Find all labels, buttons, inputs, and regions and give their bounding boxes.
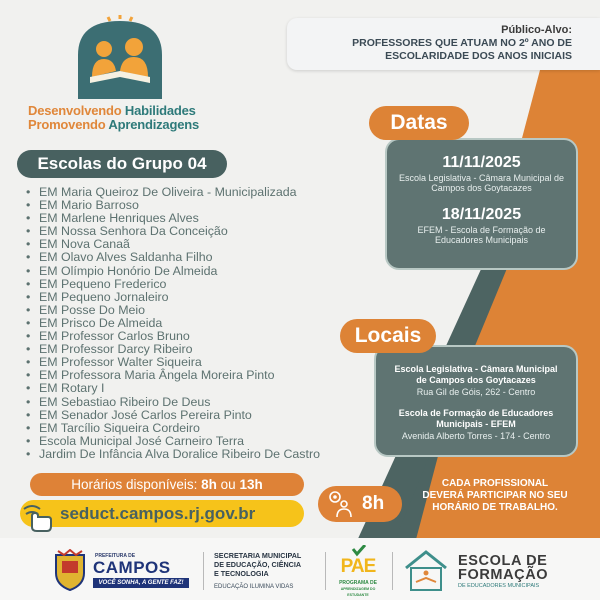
school-list-item: • EM Rotary I [26,382,320,395]
school-list-item: • Jardim De Infância Alva Doralice Ribeiro De Castro [26,448,320,461]
date-2-line-2: Educadores Municipais [434,235,529,245]
date-2: 18/11/2025 [441,206,522,223]
dates-box [385,138,578,270]
date-1-line-1: Escola Legislativa - Câmara Municipal de [398,173,565,183]
school-list-item: • EM Olímpio Honório De Almeida [26,265,320,278]
footer-divider [325,552,326,590]
educacao-caption: EDUCAÇÃO ILUMINA VIDAS [214,584,294,590]
date-1: 11/11/2025 [442,154,521,171]
place-2-name-1: Escola de Formação de Educadores [398,408,554,418]
audience-label: Público-Alvo: [501,24,572,36]
school-list-item: • EM Tarcílio Siqueira Cordeiro [26,422,320,435]
pae-wordmark: PAE [340,556,376,577]
date-2-line-1: EFEM - Escola de Formação de [417,225,546,235]
school-list-item: • EM Posse Do Meio [26,304,320,317]
hours-pill: Horários disponíveis: 8h ou 13h [30,473,304,496]
footer-divider [392,552,393,590]
place-1-name-2: de Campos dos Goytacazes [416,375,536,385]
place-1-address: Rua Gil de Góis, 262 - Centro [416,387,536,397]
group-title: Escolas do Grupo 04 [17,150,227,178]
school-list-item: • EM Sebastiao Ribeiro De Deus [26,396,320,409]
school-list-item: • EM Professora Maria Ângela Moreira Pinto [26,369,320,382]
school-list-item: • EM Professor Darcy Ribeiro [26,343,320,356]
date-1-line-2: Campos dos Goytacazes [431,183,532,193]
program-logo-icon [70,15,170,99]
campos-slogan: VOCÊ SONHA, A GENTE FAZ! [93,578,189,588]
place-2-address: Avenida Alberto Torres - 174 - Centro [401,431,551,441]
school-list-item: • EM Nossa Senhora Da Conceição [26,225,320,238]
school-list-item: • EM Maria Queiroz De Oliveira - Municipalizada [26,186,320,199]
school-list-item: • EM Professor Carlos Bruno [26,330,320,343]
prefeitura-label: PREFEITURA DE [95,553,136,559]
website-link[interactable]: seduct.campos.rj.gov.br [60,504,256,523]
educadores-caption: DE EDUCADORES MUNICIPAIS [458,583,540,589]
slogan-line-2: Promovendo Aprendizagens [28,117,199,132]
dates-title: Datas [369,106,469,140]
places-title: Locais [340,319,436,353]
school-list [26,186,320,461]
target-audience-box [287,18,600,70]
places-box [374,345,578,457]
school-list-item: • EM Pequeno Frederico [26,278,320,291]
secretaria-name: SECRETARIA MUNICIPAL DE EDUCAÇÃO, CIÊNCIA E TECNOLOGIA [214,551,302,578]
campos-wordmark: CAMPOS [93,558,171,577]
school-list-item: • EM Olavo Alves Saldanha Filho [26,251,320,264]
slogan-line-1: Desenvolvendo Habilidades [28,103,196,118]
campos-crest-icon [52,549,88,591]
school-house-icon [402,548,450,592]
escola-wordmark: ESCOLA DE [458,553,548,569]
school-list-item: • EM Senador José Carlos Pereira Pinto [26,409,320,422]
school-list-item: • EM Nova Canaã [26,238,320,251]
school-list-item: • EM Mario Barroso [26,199,320,212]
place-1-name-1: Escola Legislativa - Câmara Municipal [394,364,558,374]
school-list-item: • Escola Municipal José Carneiro Terra [26,435,320,448]
school-list-item: • EM Prisco De Almeida [26,317,320,330]
school-list-item: • EM Pequeno Jornaleiro [26,291,320,304]
workload-note: CADA PROFISSIONAL DEVERÁ PARTICIPAR NO SEU HORÁRIO DE TRABALHO. [422,478,568,513]
footer-divider [203,552,204,590]
audience-text: PROFESSORES QUE ATUAM NO 2º ANO DE ESCOLARIDADE DOS ANOS INICIAIS [352,37,572,62]
pae-caption: PROGRAMA DE APRENDIZAGEM DO ESTUDANTE [339,580,377,597]
gear-person-icon [324,489,354,519]
pointing-hand-icon [22,500,56,532]
school-list-item: • EM Professor Walter Siqueira [26,356,320,369]
formacao-wordmark: FORMAÇÃO [458,567,549,583]
school-list-item: • EM Marlene Henriques Alves [26,212,320,225]
workload-hours: 8h [362,493,385,514]
place-2-name-2: Municipais - EFEM [436,419,516,429]
